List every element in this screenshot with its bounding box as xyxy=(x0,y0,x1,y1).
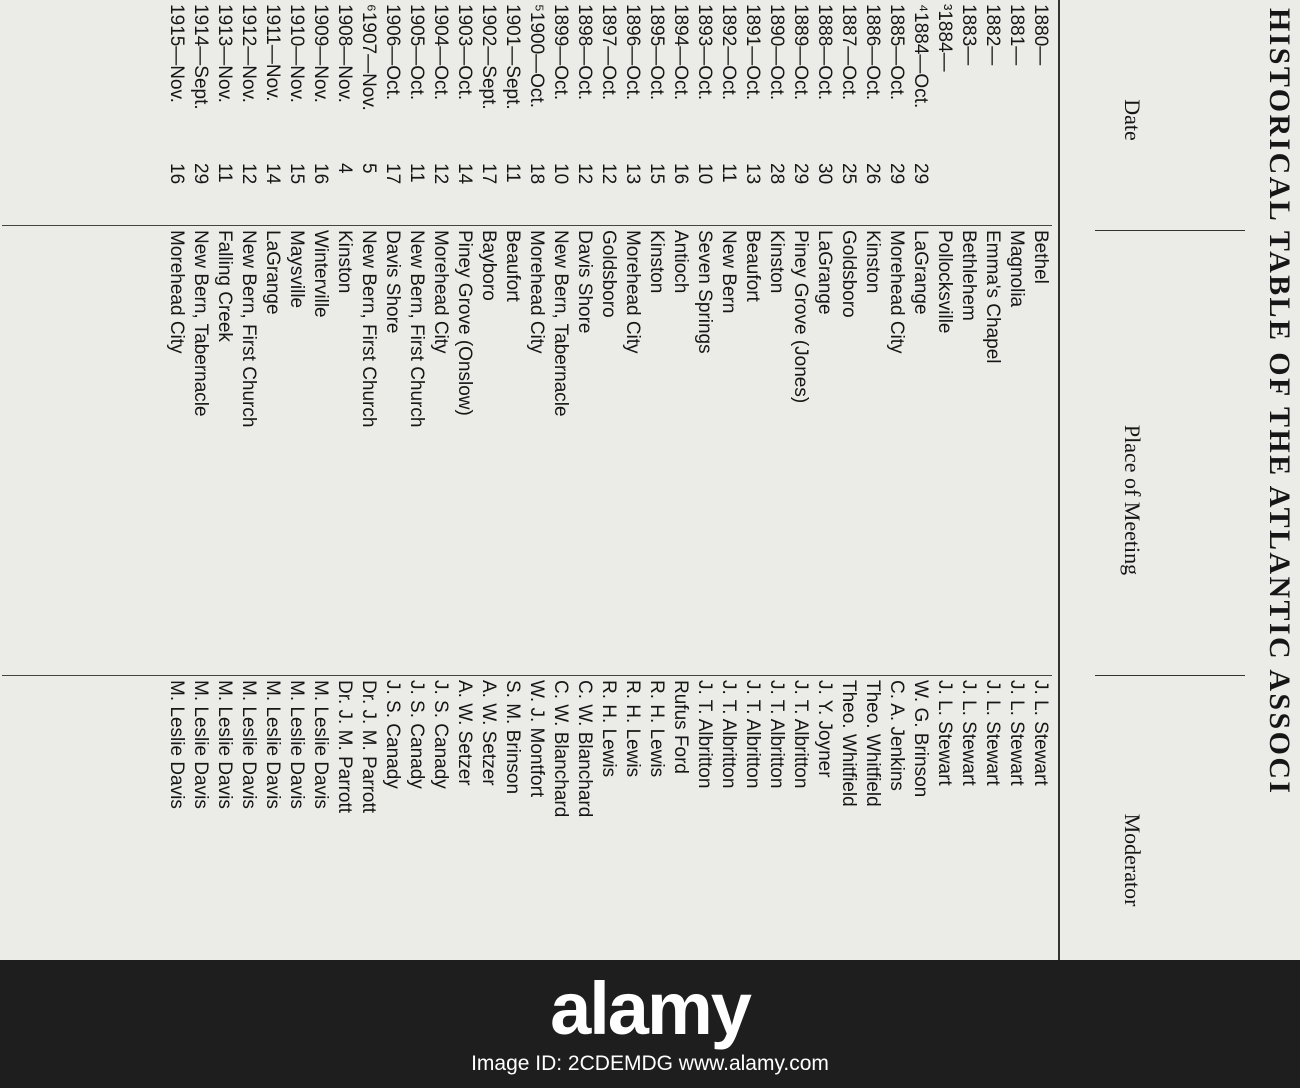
day-cell: 13 xyxy=(622,163,643,185)
day-cell: 12 xyxy=(238,163,259,185)
moderator-cell: J. T. Albritton xyxy=(742,680,763,789)
place-cell: Bethel xyxy=(1030,230,1051,284)
moderator-cell: J. T. Albritton xyxy=(766,680,787,789)
moderator-cell: Theo. Whitfield xyxy=(838,680,859,807)
moderator-cell: J. T. Albritton xyxy=(790,680,811,789)
date-cell: 1909—Nov. xyxy=(310,4,331,103)
date-cell: 1886—Oct. xyxy=(862,4,883,101)
column-header-moderator: Moderator xyxy=(1120,813,1145,907)
moderator-cell: R. H. Lewis xyxy=(646,680,667,778)
moderator-cell: Dr. J. M. Parrott xyxy=(358,680,379,814)
day-cell: 16 xyxy=(310,163,331,185)
moderator-cell: M. Leslie Davis xyxy=(310,680,331,809)
place-cell: Falling Creek xyxy=(214,230,235,342)
date-cell: 1895—Oct. xyxy=(646,4,667,101)
table-row xyxy=(260,0,284,960)
moderator-cell: J. T. Albritton xyxy=(718,680,739,789)
table-row xyxy=(908,0,932,960)
column-header-date: Date xyxy=(1120,99,1145,141)
place-cell: Morehead City xyxy=(430,230,451,354)
moderator-cell: W. J. Montfort xyxy=(526,680,547,798)
day-cell: 10 xyxy=(550,163,571,185)
table-row xyxy=(524,0,548,960)
moderator-cell: M. Leslie Davis xyxy=(238,680,259,809)
table-row xyxy=(620,0,644,960)
table-row xyxy=(404,0,428,960)
place-cell: Piney Grove (Jones) xyxy=(790,230,811,404)
date-cell: 1891—Oct. xyxy=(742,4,763,101)
place-cell: New Bern, First Church xyxy=(406,230,427,428)
header-divider xyxy=(1095,230,1245,231)
day-cell: 16 xyxy=(166,163,187,185)
date-cell: 1911—Nov. xyxy=(262,4,283,102)
day-cell: 29 xyxy=(886,163,907,185)
table-row xyxy=(164,0,188,960)
day-cell: 29 xyxy=(190,163,211,185)
table-row xyxy=(812,0,836,960)
moderator-cell: J. L. Stewart xyxy=(1006,680,1027,786)
place-cell: Morehead City xyxy=(166,230,187,354)
day-cell: 12 xyxy=(598,163,619,185)
date-cell: 1898—Oct. xyxy=(574,4,595,101)
watermark-brand: alamy xyxy=(550,967,750,1050)
header-rule xyxy=(1058,0,1060,960)
place-cell: Kinston xyxy=(766,230,787,294)
date-cell: 1889—Oct. xyxy=(790,4,811,101)
day-cell: 13 xyxy=(742,163,763,185)
place-cell: Goldsboro xyxy=(838,230,859,318)
date-cell: 1908—Nov. xyxy=(334,4,355,103)
watermark-meta: Image ID: 2CDEMDG www.alamy.com xyxy=(471,1052,829,1075)
table-row xyxy=(716,0,740,960)
date-cell: 1890—Oct. xyxy=(766,4,787,101)
moderator-cell: J. L. Stewart xyxy=(982,680,1003,786)
moderator-cell: M. Leslie Davis xyxy=(166,680,187,809)
day-cell: 29 xyxy=(910,163,931,185)
table-row xyxy=(236,0,260,960)
day-cell: 11 xyxy=(406,163,427,183)
place-cell: Antioch xyxy=(670,230,691,294)
moderator-cell: J. S. Canady xyxy=(406,680,427,789)
place-cell: Kinston xyxy=(334,230,355,294)
day-cell: 28 xyxy=(766,163,787,185)
page-title: HISTORICAL TABLE OF THE ATLANTIC ASSOCI xyxy=(1263,8,1296,796)
date-cell: 1913—Nov. xyxy=(214,4,235,103)
moderator-cell: R. H. Lewis xyxy=(622,680,643,778)
date-cell: 1883— xyxy=(958,4,979,66)
table-row xyxy=(740,0,764,960)
date-cell: 1910—Nov. xyxy=(286,4,307,103)
date-cell: 1906—Oct. xyxy=(382,4,403,101)
place-cell: LaGrange xyxy=(814,230,835,315)
place-cell: LaGrange xyxy=(910,230,931,315)
day-cell: 14 xyxy=(454,163,475,185)
table-row xyxy=(596,0,620,960)
table-row xyxy=(476,0,500,960)
moderator-cell: S. M. Brinson xyxy=(502,680,523,795)
day-cell: 15 xyxy=(646,163,667,185)
day-cell: 5 xyxy=(358,163,379,174)
moderator-cell: M. Leslie Davis xyxy=(190,680,211,809)
moderator-cell: M. Leslie Davis xyxy=(262,680,283,809)
place-cell: Kinston xyxy=(862,230,883,294)
table-row xyxy=(380,0,404,960)
date-cell: 1905—Oct. xyxy=(406,4,427,101)
moderator-cell: Dr. J. M. Parrott xyxy=(334,680,355,814)
place-cell: Maysville xyxy=(286,230,307,309)
date-cell: 1899—Oct. xyxy=(550,4,571,101)
moderator-cell: C. W. Blanchard xyxy=(550,680,571,818)
header-divider xyxy=(1095,675,1245,676)
date-cell: 1894—Oct. xyxy=(670,4,691,101)
place-cell: Bethlehem xyxy=(958,230,979,321)
place-cell: New Bern, First Church xyxy=(358,230,379,428)
table-row xyxy=(284,0,308,960)
table-row xyxy=(980,0,1004,960)
date-cell: 1881— xyxy=(1006,4,1027,66)
day-cell: 29 xyxy=(790,163,811,185)
day-cell: 12 xyxy=(574,163,595,185)
place-cell: Goldsboro xyxy=(598,230,619,318)
moderator-cell: J. L. Stewart xyxy=(934,680,955,786)
date-cell: 1896—Oct. xyxy=(622,4,643,101)
day-cell: 16 xyxy=(670,163,691,185)
place-cell: Morehead City xyxy=(886,230,907,354)
table-row xyxy=(212,0,236,960)
date-cell: 1892—Oct. xyxy=(718,4,739,101)
table-row xyxy=(860,0,884,960)
history-table xyxy=(164,0,1052,960)
day-cell: 14 xyxy=(262,163,283,185)
place-cell: Emma's Chapel xyxy=(982,230,1003,364)
day-cell: 11 xyxy=(502,163,523,183)
table-row xyxy=(788,0,812,960)
moderator-cell: J. S. Canady xyxy=(382,680,403,789)
table-row xyxy=(1004,0,1028,960)
day-cell: 18 xyxy=(526,163,547,185)
table-row xyxy=(836,0,860,960)
date-cell: 1912—Nov. xyxy=(238,4,259,103)
day-cell: 11 xyxy=(718,163,739,183)
table-row xyxy=(884,0,908,960)
table-row xyxy=(1028,0,1052,960)
day-cell: 30 xyxy=(814,163,835,185)
date-cell: 1914—Sept. xyxy=(190,4,211,110)
place-cell: Seven Springs xyxy=(694,230,715,354)
table-row xyxy=(932,0,956,960)
table-row xyxy=(308,0,332,960)
day-cell: 10 xyxy=(694,163,715,185)
table-row xyxy=(668,0,692,960)
table-row xyxy=(428,0,452,960)
moderator-cell: M. Leslie Davis xyxy=(214,680,235,809)
table-row xyxy=(500,0,524,960)
date-cell: 1902—Sept. xyxy=(478,4,499,110)
day-cell: 15 xyxy=(286,163,307,185)
table-row xyxy=(452,0,476,960)
place-cell: New Bern, First Church xyxy=(238,230,259,428)
place-cell: Davis Shore xyxy=(574,230,595,334)
moderator-cell: Theo. Whitfield xyxy=(862,680,883,807)
day-cell: 17 xyxy=(478,163,499,185)
date-cell: 1915—Nov. xyxy=(166,4,187,103)
moderator-cell: J. Y. Joyner xyxy=(814,680,835,778)
place-cell: New Bern xyxy=(718,230,739,314)
moderator-cell: C. W. Blanchard xyxy=(574,680,595,818)
table-row xyxy=(548,0,572,960)
day-cell: 17 xyxy=(382,163,403,185)
date-cell: 1903—Oct. xyxy=(454,4,475,101)
place-cell: Pollocksville xyxy=(934,230,955,334)
date-cell: 1887—Oct. xyxy=(838,4,859,101)
date-cell: 1888—Oct. xyxy=(814,4,835,101)
moderator-cell: J. L. Stewart xyxy=(958,680,979,786)
table-row xyxy=(188,0,212,960)
date-cell: ³1884— xyxy=(934,4,955,72)
place-cell: Beaufort xyxy=(742,230,763,302)
date-cell: ⁶1907—Nov. xyxy=(358,4,379,111)
place-cell: Piney Grove (Onslow) xyxy=(454,230,475,416)
place-cell: New Bern, Tabernacle xyxy=(190,230,211,417)
place-cell: Morehead City xyxy=(622,230,643,354)
moderator-cell: C. A. Jenkins xyxy=(886,680,907,791)
table-row xyxy=(644,0,668,960)
place-cell: New Bern, Tabernacle xyxy=(550,230,571,417)
moderator-cell: J. L. Stewart xyxy=(1030,680,1051,786)
date-cell: ⁴1884—Oct. xyxy=(910,4,931,109)
place-cell: Kinston xyxy=(646,230,667,294)
date-cell: ⁵1900—Oct. xyxy=(526,4,547,108)
moderator-cell: J. S. Canady xyxy=(430,680,451,789)
column-header-place: Place of Meeting xyxy=(1120,424,1145,576)
date-cell: 1893—Oct. xyxy=(694,4,715,101)
day-cell: 11 xyxy=(214,163,235,183)
date-cell: 1897—Oct. xyxy=(598,4,619,101)
date-cell: 1904—Oct. xyxy=(430,4,451,101)
date-cell: 1880— xyxy=(1030,4,1051,66)
moderator-cell: W. G. Brinson xyxy=(910,680,931,798)
table-row xyxy=(692,0,716,960)
day-cell: 26 xyxy=(862,163,883,185)
table-row xyxy=(332,0,356,960)
day-cell: 25 xyxy=(838,163,859,185)
moderator-cell: R. H. Lewis xyxy=(598,680,619,778)
place-cell: Magnolia xyxy=(1006,230,1027,308)
table-row xyxy=(764,0,788,960)
day-cell: 12 xyxy=(430,163,451,185)
place-cell: Morehead City xyxy=(526,230,547,354)
place-cell: Winterville xyxy=(310,230,331,318)
place-cell: LaGrange xyxy=(262,230,283,315)
place-cell: Bayboro xyxy=(478,230,499,301)
moderator-cell: M. Leslie Davis xyxy=(286,680,307,809)
day-cell: 4 xyxy=(334,163,355,174)
table-row xyxy=(356,0,380,960)
moderator-cell: A. W. Setzer xyxy=(454,680,475,786)
date-cell: 1901—Sept. xyxy=(502,4,523,110)
place-cell: Davis Shore xyxy=(382,230,403,334)
table-row xyxy=(572,0,596,960)
date-cell: 1882— xyxy=(982,4,1003,66)
moderator-cell: A. W. Setzer xyxy=(478,680,499,786)
place-cell: Beaufort xyxy=(502,230,523,302)
watermark-logo xyxy=(0,967,1300,1050)
date-cell: 1885—Oct. xyxy=(886,4,907,101)
moderator-cell: J. T. Albritton xyxy=(694,680,715,789)
table-row xyxy=(956,0,980,960)
moderator-cell: Rufus Ford xyxy=(670,680,691,774)
